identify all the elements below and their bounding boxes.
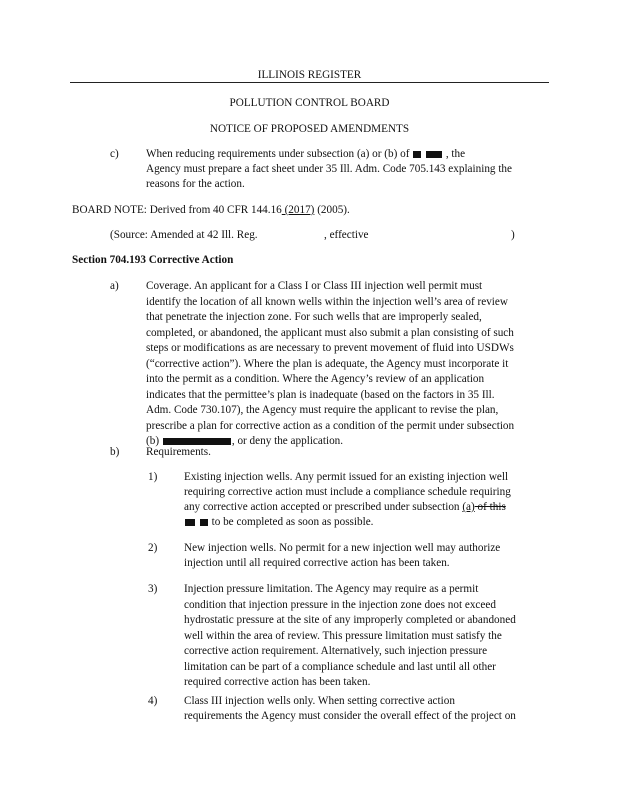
source-note: (Source: Amended at 42 Ill. Reg. xyxy=(110,229,258,241)
redaction-mark xyxy=(163,438,231,445)
subsection-c-line1-end: , the xyxy=(445,148,466,160)
item-2-num: 2) xyxy=(148,542,158,554)
subsection-a-line: identify the location of all known wells within the injection well’s area of review xyxy=(146,295,508,308)
item-1-line xyxy=(184,500,506,515)
register-title: ILLINOIS REGISTER xyxy=(257,69,362,81)
item-4-line: Class III injection wells only. When setting corrective action xyxy=(184,695,455,707)
redaction-mark xyxy=(200,519,208,526)
subsection-c-line2: Agency must prepare a fact sheet under 35 Ill. Adm. Code 705.143 explaining the xyxy=(146,163,512,175)
item-4-line: requirements the Agency must consider the overall effect of the project on xyxy=(184,710,516,722)
subsection-c-label: c) xyxy=(110,148,119,160)
redaction-mark xyxy=(426,151,442,158)
item-1-tail: to be completed as soon as possible. xyxy=(208,516,374,528)
item-1-line: requiring corrective action must include a compliance schedule requiring xyxy=(184,486,511,498)
board-note-text: BOARD NOTE: Derived from 40 CFR 144.16 xyxy=(72,204,282,216)
item-3-line: condition that injection pressure in the injection zone does not exceed xyxy=(184,598,496,611)
subsection-a-line: indicates that the permittee’s plan is inadequate (based on the factors in 35 Ill. xyxy=(146,388,495,401)
subsection-a-line: (“corrective action”). Where the plan is adequate, the Agency must incorporate it xyxy=(146,357,509,370)
subsection-a-line: prescribe a plan for corrective action as a condition of the permit under subsection xyxy=(146,419,515,432)
item-3-line: corrective action requirement. Alternatively, such injection pressure xyxy=(184,645,488,657)
item-3-line: Injection pressure limitation. The Agency may require as a permit xyxy=(184,583,479,595)
subsection-a-last-suffix: , or deny the application. xyxy=(231,435,344,447)
subsection-a-label: a) xyxy=(110,280,119,292)
item-1-inserted: (a) xyxy=(462,501,475,513)
item-1-line xyxy=(184,515,373,530)
redaction-mark xyxy=(413,151,421,158)
item-1-deleted: of this xyxy=(474,501,506,513)
subsection-a-line: completed, or abandoned, the applicant must also submit a plan consisting of such xyxy=(146,326,514,339)
subsection-a-line: Coverage. An applicant for a Class I or Class III injection well permit must xyxy=(146,280,483,292)
subsection-c-line1-text: When reducing requirements under subsection (a) or (b) of xyxy=(146,148,410,160)
header-rule xyxy=(70,82,549,83)
subsection-c-line3: reasons for the action. xyxy=(146,178,245,190)
source-effective: , effective xyxy=(324,229,369,241)
subsection-a-line: into the permit as a condition. Where the Agency’s review of an application xyxy=(146,373,485,385)
notice-title: NOTICE OF PROPOSED AMENDMENTS xyxy=(209,123,410,135)
item-3-line: required corrective action has been taken. xyxy=(184,676,371,688)
subsection-a-line: steps or modifications as are necessary to prevent movement of fluid into USDWs xyxy=(146,342,514,354)
source-close-paren: ) xyxy=(511,229,515,241)
subsection-a-line: that penetrate the injection zone. For such wells that are improperly sealed, xyxy=(146,311,482,323)
subsection-c-line1 xyxy=(146,147,544,162)
board-note-inserted-year: (2017) xyxy=(281,204,315,216)
subsection-a-last-prefix: (b) xyxy=(146,435,160,447)
item-2-line: injection until all required corrective action has been taken. xyxy=(184,557,450,569)
item-4-num: 4) xyxy=(148,695,158,707)
item-3-line: well within the area of review. This pressure limitation must satisfy the xyxy=(184,629,502,642)
subsection-b-label: b) xyxy=(110,446,120,458)
subsection-a-line: Adm. Code 730.107), the Agency must require the applicant to revise the plan, xyxy=(146,404,499,416)
item-1-line: Existing injection wells. Any permit issued for an existing injection well xyxy=(184,471,509,483)
item-3-line: hydrostatic pressure at the site of any improperly completed or abandoned xyxy=(184,614,516,626)
item-1-num: 1) xyxy=(148,471,158,483)
item-3-line: limitation can be part of a compliance schedule and last until all other xyxy=(184,660,496,673)
redaction-mark xyxy=(185,519,195,526)
board-note-old-year: (2005). xyxy=(314,204,350,216)
section-heading: Section 704.193 Corrective Action xyxy=(72,254,234,266)
board-title: POLLUTION CONTROL BOARD xyxy=(229,97,390,109)
item-3-num: 3) xyxy=(148,583,158,595)
board-note xyxy=(72,203,350,218)
item-1-line-text: any corrective action accepted or prescribed under subsection xyxy=(184,501,463,513)
subsection-b-title: Requirements. xyxy=(146,446,211,458)
item-2-line: New injection wells. No permit for a new injection well may authorize xyxy=(184,542,501,554)
